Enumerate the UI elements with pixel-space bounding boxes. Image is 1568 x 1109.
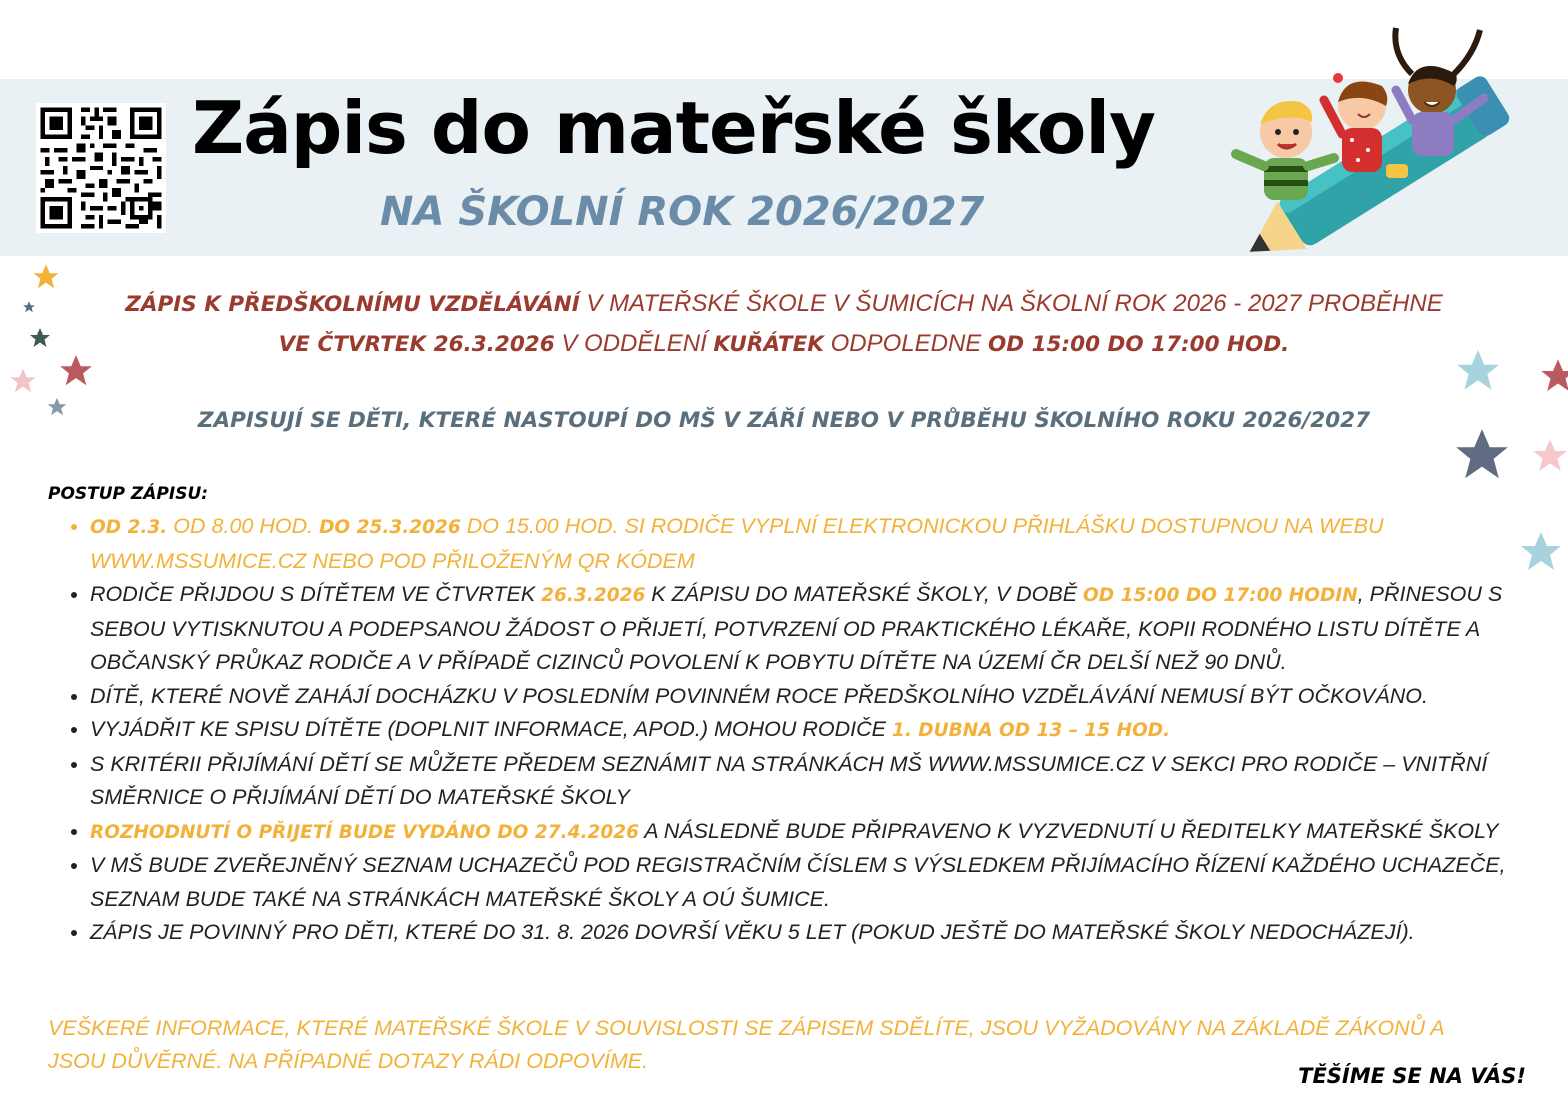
step-date: DO 25.3.2026 xyxy=(319,517,461,538)
children-on-pencil-illustration xyxy=(1218,14,1528,276)
intro-department: KUŘÁTEK xyxy=(713,332,824,357)
star-icon xyxy=(1450,424,1514,486)
step-text: OD 8.00 HOD. xyxy=(167,514,320,538)
page-subtitle: NA ŠKOLNÍ ROK 2026/2027 xyxy=(380,189,985,235)
eligibility-note: ZAPISUJÍ SE DĚTI, KTERÉ NASTOUPÍ DO MŠ V ZÁŘÍ NEBO V PRŮBĚHU ŠKOLNÍHO ROKU 2026/2027 xyxy=(197,408,1371,433)
step-text: RODIČE PŘIJDOU S DÍTĚTEM VE ČTVRTEK xyxy=(90,582,542,606)
intro-text: V MATEŘSKÉ ŠKOLE V ŠUMICÍCH NA ŠKOLNÍ ROK 2026 - 2027 PROBĚHNE xyxy=(579,290,1443,317)
list-item: • ZÁPIS JE POVINNÝ PRO DĚTI, KTERÉ DO 31. 8. 2026 DOVRŠÍ VĚKU 5 LET (POKUD JEŠTĚ DO MATEŘSKÉ ŠKOLY NEDOCHÁZEJÍ). xyxy=(90,916,1550,950)
list-item xyxy=(90,713,1550,748)
star-icon xyxy=(1538,356,1568,396)
qr-code-icon[interactable] xyxy=(36,103,166,233)
step-date: ROZHODNUTÍ O PŘIJETÍ BUDE VYDÁNO DO 27.4.2026 xyxy=(90,821,640,843)
star-icon xyxy=(30,262,62,292)
intro-date: VE ČTVRTEK 26.3.2026 xyxy=(278,332,555,357)
intro-text: ODPOLEDNE xyxy=(823,330,988,357)
list-item xyxy=(90,815,1550,850)
intro-text: V ODDĚLENÍ xyxy=(554,330,714,357)
step-time: OD 15:00 DO 17:00 HODIN xyxy=(1083,585,1358,606)
step-text: A NÁSLEDNĚ BUDE PŘIPRAVENO K VYZVEDNUTÍ U ŘEDITELKY MATEŘSKÉ ŠKOLY xyxy=(639,818,1499,843)
page-title: Zápis do mateřské školy xyxy=(192,86,1155,170)
intro-highlight: ZÁPIS K PŘEDŠKOLNÍMU VZDĚLÁVÁNÍ xyxy=(125,292,580,317)
list-item xyxy=(90,510,1550,578)
closing-text: TĚŠÍME SE NA VÁS! xyxy=(1298,1064,1526,1088)
confidentiality-note: VEŠKERÉ INFORMACE, KTERÉ MATEŘSKÉ ŠKOLE V SOUVISLOSTI SE ZÁPISEM SDĚLÍTE, JSOU VYŽADOVÁNY NA ZÁKLADĚ ZÁKONŮ A JSOU DŮVĚRNÉ. NA PŘÍPADNÉ DOTAZY RÁDI ODPOVÍME. xyxy=(48,1016,1444,1073)
step-text: DO 15.00 HOD. SI RODIČE VYPLNÍ ELEKTRONICKOU PŘIHLÁŠKU DOSTUPNOU NA WEBU WWW.MSSUMICE.CZ NEBO POD PŘILOŽENÝM QR KÓDEM xyxy=(90,514,1384,573)
star-icon xyxy=(1530,436,1568,476)
intro-time: OD 15:00 DO 17:00 HOD. xyxy=(987,332,1290,357)
steps-heading: POSTUP ZÁPISU: xyxy=(48,484,209,504)
intro-line-1 xyxy=(40,290,1528,318)
step-date: 26.3.2026 xyxy=(541,585,646,606)
star-icon xyxy=(22,300,36,314)
intro-line-2 xyxy=(40,330,1528,358)
list-item xyxy=(90,578,1550,680)
list-item: • S KRITÉRII PŘIJÍMÁNÍ DĚTÍ SE MŮŽETE PŘEDEM SEZNÁMIT NA STRÁNKÁCH MŠ WWW.MSSUMICE.CZ V SEKCI PRO RODIČE – VNITŘNÍ SMĚRNICE O PŘIJÍMÁNÍ DĚTÍ DO MATEŘSKÉ ŠKOLY xyxy=(90,748,1550,815)
star-icon xyxy=(8,366,38,396)
step-text: VYJÁDŘIT KE SPISU DÍTĚTE (DOPLNIT INFORMACE, APOD.) MOHOU RODIČE xyxy=(90,717,892,741)
step-text: K ZÁPISU DO MATEŘSKÉ ŠKOLY, V DOBĚ xyxy=(645,582,1084,606)
step-text: , PŘINESOU S SEBOU VYTISKNUTOU A PODEPSANOU ŽÁDOST O PŘIJETÍ, POTVRZENÍ OD PRAKTICKÉHO LÉKAŘE, KOPII RODNÉHO LISTU DÍTĚTE A OBČANSKÝ PRŮKAZ RODIČE A V PŘÍPADĚ CIZINCŮ POVOLENÍ K POBYTU DÍTĚTE NA ÚZEMÍ ČR DELŠÍ NEŽ 90 DNŮ. xyxy=(90,582,1503,674)
step-date: OD 2.3. xyxy=(90,517,168,538)
list-item: • V MŠ BUDE ZVEŘEJNĚNÝ SEZNAM UCHAZEČŮ POD REGISTRAČNÍM ČÍSLEM S VÝSLEDKEM PŘIJÍMACÍHO ŘÍZENÍ KAŽDÉHO UCHAZEČE, SEZNAM BUDE TAKÉ NA STRÁNKÁCH MATEŘSKÉ ŠKOLY A OÚ ŠUMICE. xyxy=(90,849,1550,916)
steps-list xyxy=(60,510,1550,950)
list-item: • DÍTĚ, KTERÉ NOVĚ ZAHÁJÍ DOCHÁZKU V POSLEDNÍM POVINNÉM ROCE PŘEDŠKOLNÍHO VZDĚLÁVÁNÍ NEMUSÍ BÝT OČKOVÁNO. xyxy=(90,680,1550,714)
step-date: 1. DUBNA OD 13 – 15 HOD. xyxy=(891,720,1171,741)
